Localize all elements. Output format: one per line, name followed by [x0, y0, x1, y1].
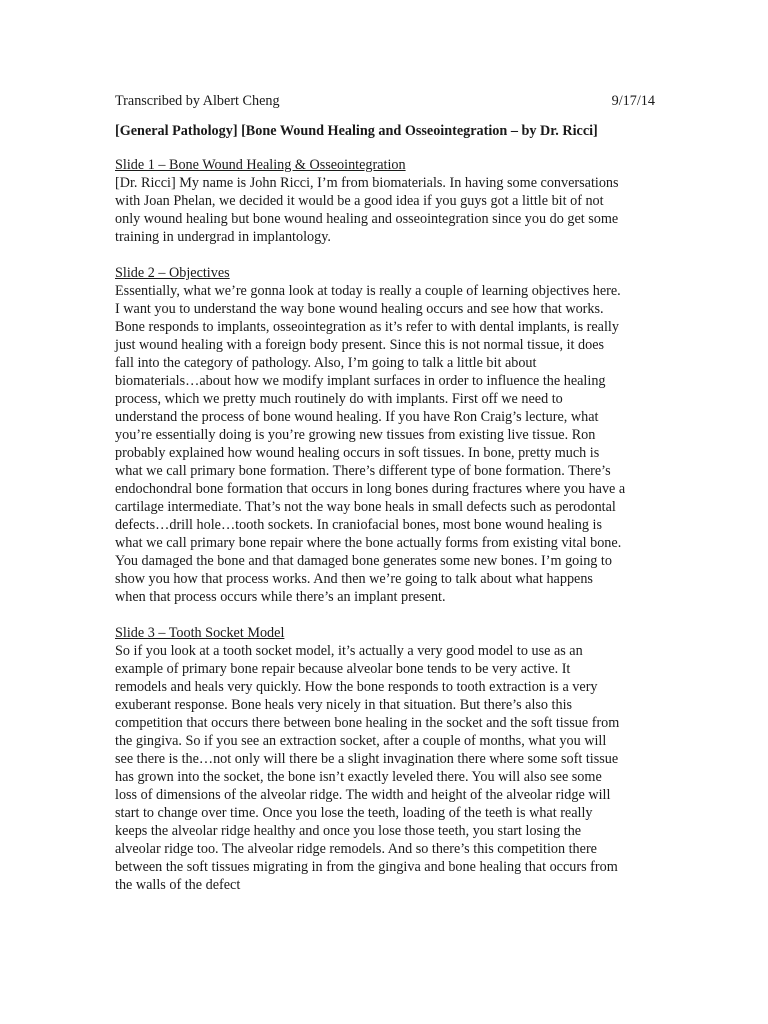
slide-heading: Slide 3 – Tooth Socket Model — [115, 625, 285, 641]
paragraph-line: you’re essentially doing is you’re growing new tissues from existing live tissue. Ron — [115, 427, 596, 443]
paragraph-line: Essentially, what we’re gonna look at today is really a couple of learning objectives here. — [115, 283, 621, 299]
paragraph-line: with Joan Phelan, we decided it would be a good idea if you guys got a little bit of not — [115, 193, 604, 209]
paragraph-line: has grown into the socket, the bone isn’t exactly leveled there. You will also see some — [115, 769, 602, 785]
paragraph-line: defects…drill hole…tooth sockets. In craniofacial bones, most bone wound healing is — [115, 517, 602, 533]
header-row — [115, 92, 655, 110]
paragraph-line: fall into the category of pathology. Also, I’m going to talk a little bit about — [115, 355, 537, 371]
document-title: [General Pathology] [Bone Wound Healing and Osseointegration – by Dr. Ricci] — [115, 123, 598, 139]
paragraph-line: just wound healing with a foreign body present. Since this is not normal tissue, it does — [115, 337, 605, 353]
paragraph-line: training in undergrad in implantology. — [115, 229, 331, 245]
slide-section — [115, 624, 655, 894]
sections-container — [115, 156, 655, 894]
paragraph-line: So if you look at a tooth socket model, it’s actually a very good model to use as an — [115, 643, 583, 659]
paragraph-line: cartilage intermediate. That’s not the way bone heals in small defects such as perodontal — [115, 499, 616, 515]
transcript-date: 9/17/14 — [611, 93, 655, 109]
paragraph-line: when that process occurs while there’s an implant present. — [115, 589, 446, 605]
paragraph-line: alveolar ridge too. The alveolar ridge remodels. And so there’s this competition there — [115, 841, 597, 857]
paragraph-line: competition that occurs there between bone healing in the socket and the soft tissue from — [115, 715, 620, 731]
paragraph-line: Bone responds to implants, osseointegration as it’s refer to with dental implants, is really — [115, 319, 619, 335]
paragraph-line: the walls of the defect — [115, 877, 241, 893]
paragraph-line: show you how that process works. And then we’re going to talk about what happens — [115, 571, 593, 587]
paragraph-line: start to change over time. Once you lose the teeth, loading of the teeth is what really — [115, 805, 593, 821]
paragraph-line: probably explained how wound healing occurs in soft tissues. In bone, pretty much is — [115, 445, 600, 461]
paragraph-line: exuberant response. Bone heals very nicely in that situation. But there’s also this — [115, 697, 573, 713]
paragraph-line: I want you to understand the way bone wound healing occurs and see how that works. — [115, 301, 604, 317]
paragraph-line: between the soft tissues migrating in from the gingiva and bone healing that occurs from — [115, 859, 618, 875]
transcriber-credit: Transcribed by Albert Cheng — [115, 93, 280, 109]
paragraph-line: see there is the…not only will there be a slight invagination there where some soft tissue — [115, 751, 619, 767]
paragraph-line: what we call primary bone repair where the bone actually forms from existing vital bone. — [115, 535, 622, 551]
paragraph-line: understand the process of bone wound healing. If you have Ron Craig’s lecture, what — [115, 409, 599, 425]
paragraph-line: loss of dimensions of the alveolar ridge. The width and height of the alveolar ridge will — [115, 787, 611, 803]
slide-heading: Slide 2 – Objectives — [115, 265, 230, 281]
slide-section — [115, 156, 655, 246]
document-page — [115, 92, 655, 912]
paragraph-line: endochondral bone formation that occurs in long bones during fractures where you have a — [115, 481, 626, 497]
paragraph-line: You damaged the bone and that damaged bone generates some new bones. I’m going to — [115, 553, 612, 569]
paragraph-line: only wound healing but bone wound healing and osseointegration since you do get some — [115, 211, 619, 227]
paragraph-line: what we call primary bone formation. There’s different type of bone formation. There’s — [115, 463, 611, 479]
paragraph-line: example of primary bone repair because alveolar bone tends to be very active. It — [115, 661, 571, 677]
slide-section — [115, 264, 655, 606]
paragraph-line: keeps the alveolar ridge healthy and once you lose those teeth, you start losing the — [115, 823, 582, 839]
paragraph-line: biomaterials…about how we modify implant surfaces in order to influence the healing — [115, 373, 606, 389]
slide-heading: Slide 1 – Bone Wound Healing & Osseointegration — [115, 157, 406, 173]
paragraph-line: remodels and heals very quickly. How the bone responds to tooth extraction is a very — [115, 679, 598, 695]
paragraph-line: process, which we pretty much routinely do with implants. First off we need to — [115, 391, 563, 407]
paragraph-line: [Dr. Ricci] My name is John Ricci, I’m from biomaterials. In having some conversations — [115, 175, 619, 191]
paragraph-line: the gingiva. So if you see an extraction socket, after a couple of months, what you will — [115, 733, 607, 749]
